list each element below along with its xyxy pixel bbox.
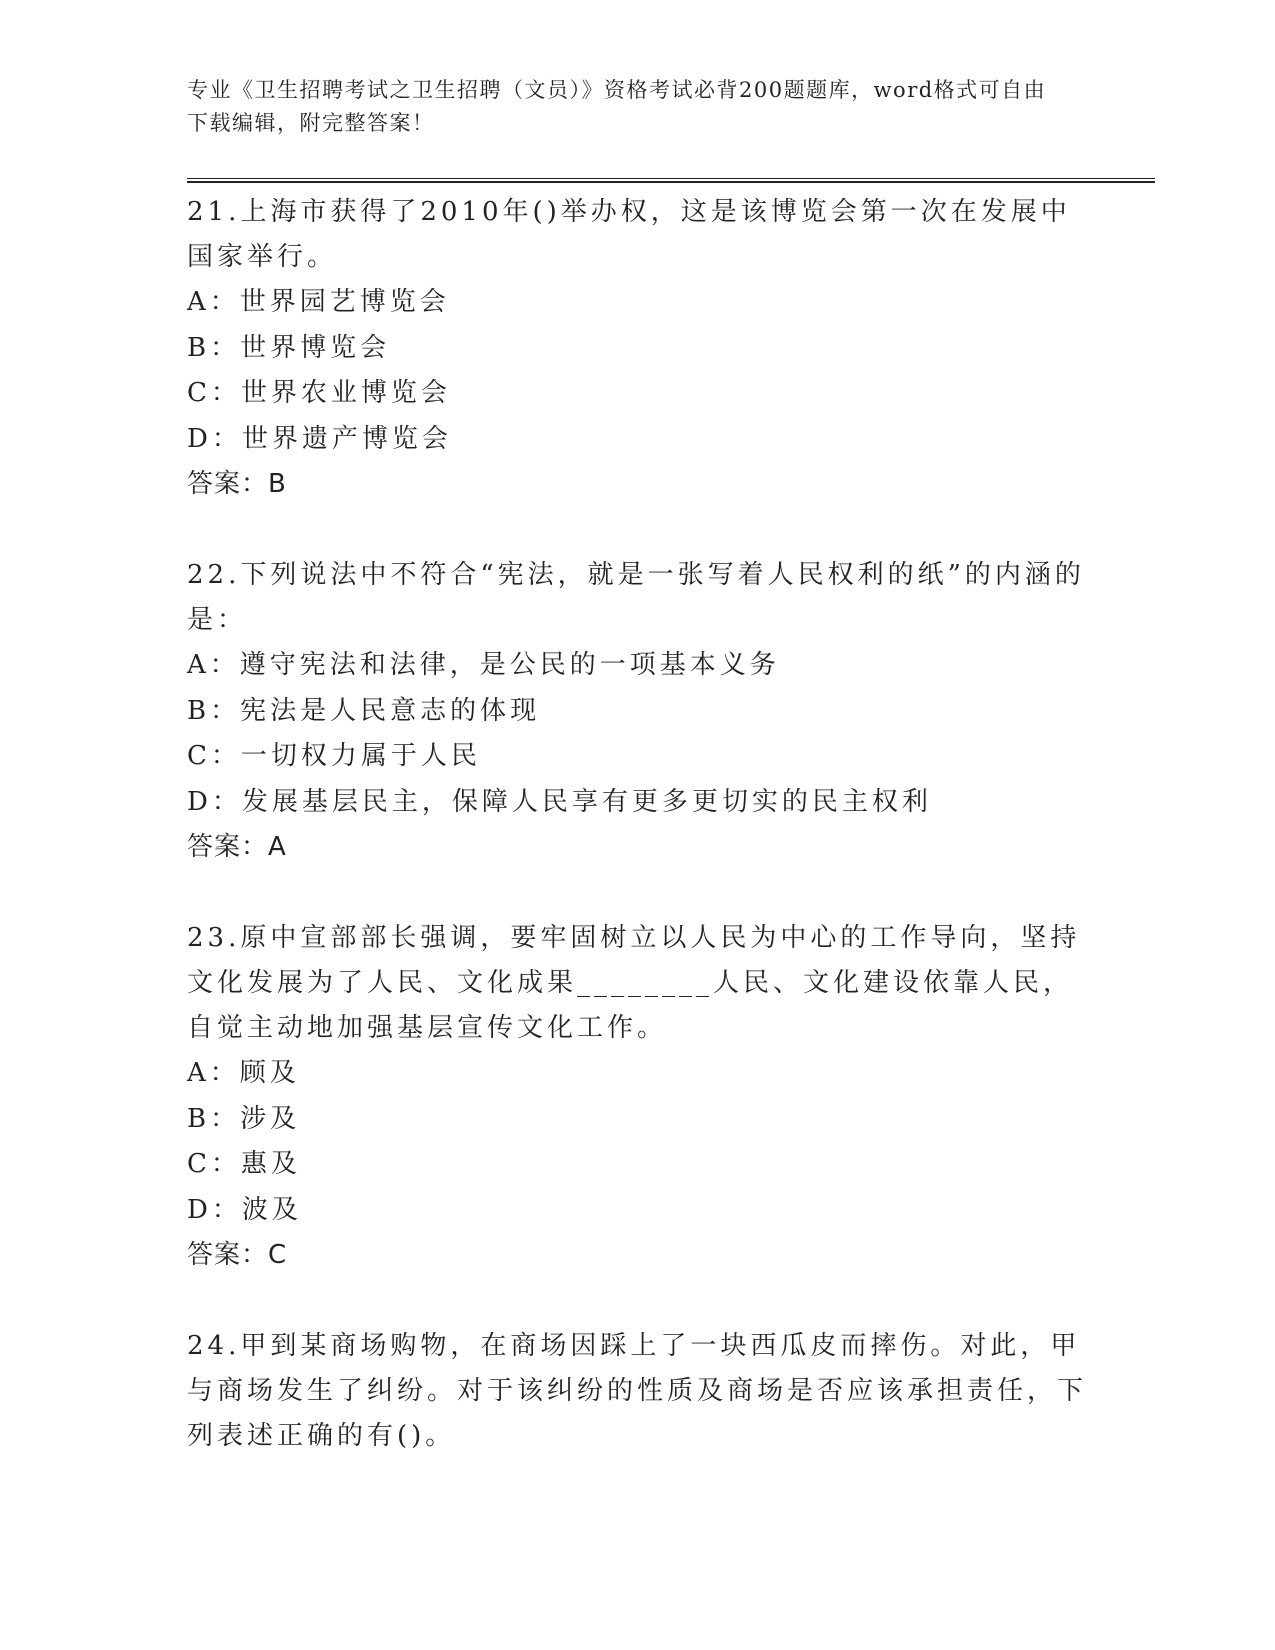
question-text: 21.上海市获得了2010年()举办权，这是该博览会第一次在发展中国家举行。 (187, 197, 1071, 272)
question-22 (187, 553, 1087, 870)
question-text: 24.甲到某商场购物，在商场因踩上了一块西瓜皮而摔伤。对此，甲与商场发生了纠纷。对于该纠纷的性质及商场是否应该承担责任，下列表述正确的有()。 (187, 1331, 1088, 1451)
answer: 答案：C (187, 1240, 288, 1270)
option-a: A：世界园艺博览会 (187, 287, 450, 317)
option-c: C：世界农业博览会 (187, 378, 451, 408)
answer: 答案：B (187, 469, 287, 499)
option-c: C：惠及 (187, 1149, 301, 1179)
option-a: A：顾及 (187, 1058, 300, 1088)
option-d: D：波及 (187, 1194, 302, 1225)
header-rule-thick (187, 181, 1155, 183)
option-b: B：涉及 (187, 1103, 301, 1134)
option-b: B：世界博览会 (187, 332, 391, 363)
document-header: 专业《卫生招聘考试之卫生招聘（文员）》资格考试必背200题题库，word格式可自由下载编辑，附完整答案！ (187, 78, 1047, 135)
question-23 (187, 916, 1087, 1278)
option-d: D：发展基层民主，保障人民享有更多更切实的民主权利 (187, 786, 932, 817)
option-c: C：一切权力属于人民 (187, 741, 481, 771)
question-text: 23.原中宣部部长强调，要牢固树立以人民为中心的工作导向，坚持文化发展为了人民、文化成果________人民、文化建设依靠人民，自觉主动地加强基层宣传文化工作。 (187, 923, 1081, 1043)
question-24 (187, 1324, 1087, 1459)
question-list (187, 190, 1087, 1505)
answer: 答案：A (187, 832, 287, 862)
header-rule-thin (187, 178, 1155, 179)
question-21 (187, 190, 1087, 507)
option-b: B：宪法是人民意志的体现 (187, 695, 541, 726)
question-text: 22.下列说法中不符合“宪法，就是一张写着人民权利的纸”的内涵的是： (187, 560, 1085, 635)
option-d: D：世界遗产博览会 (187, 423, 452, 454)
option-a: A：遵守宪法和法律，是公民的一项基本义务 (187, 650, 780, 680)
